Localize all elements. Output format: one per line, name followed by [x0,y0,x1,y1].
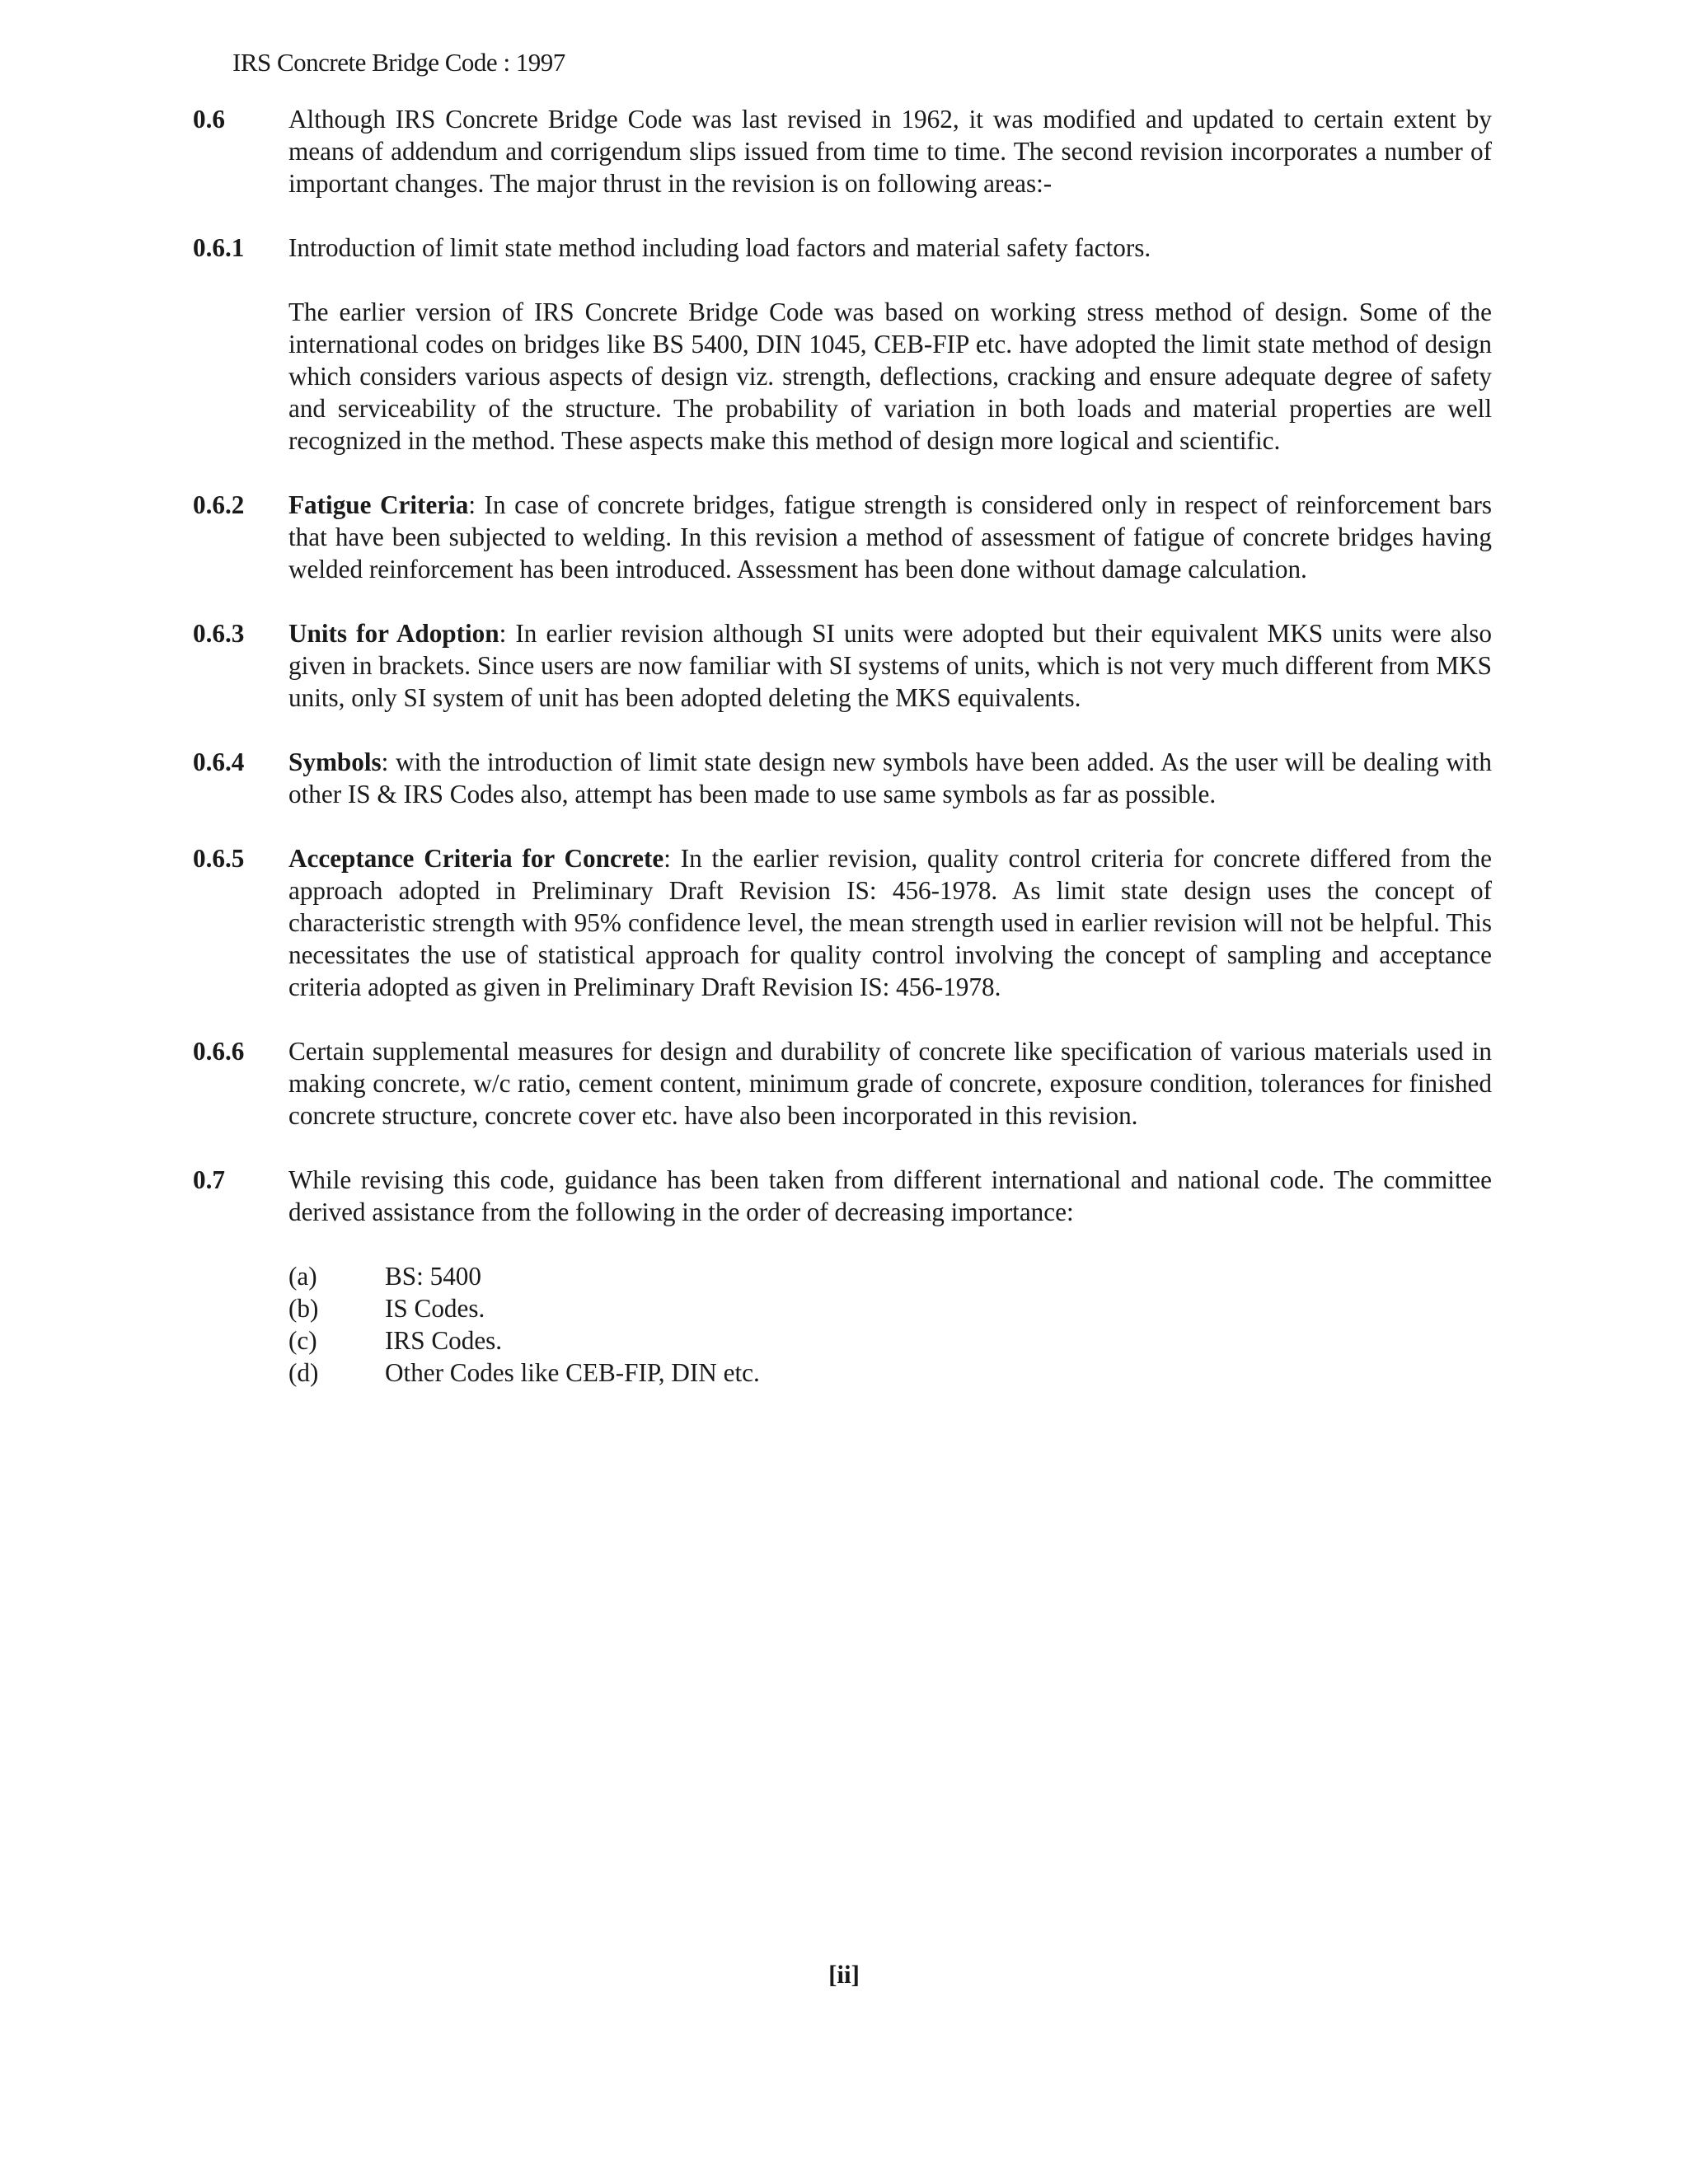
section-number: 0.6 [193,105,225,134]
paragraph [288,842,1492,1003]
paragraph-text: : with the introduction of limit state design new symbols have been added. As the user will be dealing with other IS & IRS Codes also, attempt has been made to use same symbols as far as possible. [288,748,1492,808]
section-body [288,842,1492,1003]
section-body [288,1035,1492,1132]
paragraph [288,296,1492,457]
paragraph [288,489,1492,585]
paragraph-text: : In case of concrete bridges, fatigue strength is considered only in respect of reinforcement bars that have been subjected to welding. In this revision a method of assessment of fatigue of concrete bridges having welded reinforcement has been introduced. Assessment has been done without damage calculation. [288,490,1492,583]
section-number: 0.7 [193,1165,225,1194]
list-item-text: IRS Codes. [385,1326,503,1355]
section-number: 0.6.3 [193,619,245,648]
section-body [288,489,1492,585]
paragraph [288,1164,1492,1228]
section-number: 0.6.6 [193,1037,245,1066]
paragraph-text: : In earlier revision although SI units were adopted but their equivalent MKS units were also given in brackets. Since users are now familiar with SI systems of units, which is not very much different from MKS units, only SI system of unit has been adopted deleting the MKS equivalents. [288,619,1492,712]
paragraph-text: The earlier version of IRS Concrete Bridge Code was based on working stress method of design. Some of the international codes on bridges like BS 5400, DIN 1045, CEB-FIP etc. have adopted the limit state method of design which considers various aspects of design viz. strength, deflections, cracking and ensure adequate degree of safety and serviceability of the structure. The probability of variation in both loads and material properties are well recognized in the method. These aspects make this method of design more logical and scientific. [288,298,1492,455]
running-header: IRS Concrete Bridge Code : 1997 [232,48,565,77]
section-number: 0.6.1 [193,233,245,262]
section-0-7 [193,1164,1492,1389]
section-0-6-1 [193,232,1492,457]
section-body [288,617,1492,714]
section-body [288,746,1492,810]
paragraph-text: Although IRS Concrete Bridge Code was last revised in 1962, it was modified and updated to certain extent by means of addendum and corrigendum slips issued from time to time. The second revision incorporates a number of important changes. The major thrust in the revision is on following areas:- [288,105,1492,198]
list-item-label: (c) [288,1326,317,1355]
section-body [288,1164,1492,1389]
section-number: 0.6.5 [193,844,245,873]
section-0-6-6 [193,1035,1492,1132]
paragraph-text: While revising this code, guidance has been taken from different international and national code. The committee derived assistance from the following in the order of decreasing importance: [288,1165,1492,1226]
list-item-text: IS Codes. [385,1294,485,1323]
list-item [288,1260,1492,1292]
list-item-text: BS: 5400 [385,1262,481,1291]
section-0-6 [193,103,1492,199]
paragraph [288,1035,1492,1132]
document-body [193,103,1492,1421]
paragraph-lead-term: Acceptance Criteria for Concrete [288,844,664,873]
section-0-6-3 [193,617,1492,714]
paragraph-lead-term: Units for Adoption [288,619,499,648]
section-0-6-5 [193,842,1492,1003]
list-item-label: (a) [288,1262,317,1291]
list-item-text: Other Codes like CEB-FIP, DIN etc. [385,1358,760,1387]
list-item [288,1324,1492,1357]
section-0-6-2 [193,489,1492,585]
paragraph [288,617,1492,714]
section-number: 0.6.4 [193,748,245,776]
list-item-label: (b) [288,1294,319,1323]
paragraph [288,103,1492,199]
paragraph-text: Certain supplemental measures for design and durability of concrete like specification of various materials used in making concrete, w/c ratio, cement content, minimum grade of concrete, exposure condition, tolerances for finished concrete structure, concrete cover etc. have also been incorporated in this revision. [288,1037,1492,1130]
paragraph-lead-term: Symbols [288,748,382,776]
paragraph [288,232,1492,264]
list-item-label: (d) [288,1358,319,1387]
paragraph-text: Introduction of limit state method including load factors and material safety factors. [288,233,1151,262]
list-item [288,1292,1492,1324]
paragraph-lead-term: Fatigue Criteria [288,490,469,519]
section-body [288,232,1492,457]
paragraph [288,746,1492,810]
section-0-6-4 [193,746,1492,810]
list-item [288,1357,1492,1389]
section-body [288,103,1492,199]
reference-list [288,1260,1492,1389]
paragraph-text: : In the earlier revision, quality control criteria for concrete differed from the approach adopted in Preliminary Draft Revision IS: 456-1978. As limit state design uses the concept of characteristic strength with 95% confidence level, the mean strength used in earlier revision will not be helpful. This necessitates the use of statistical approach for quality control involving the concept of sampling and acceptance criteria adopted as given in Preliminary Draft Revision IS: 456-1978. [288,844,1492,1001]
section-number: 0.6.2 [193,490,245,519]
page-number: [ii] [828,1960,860,1989]
